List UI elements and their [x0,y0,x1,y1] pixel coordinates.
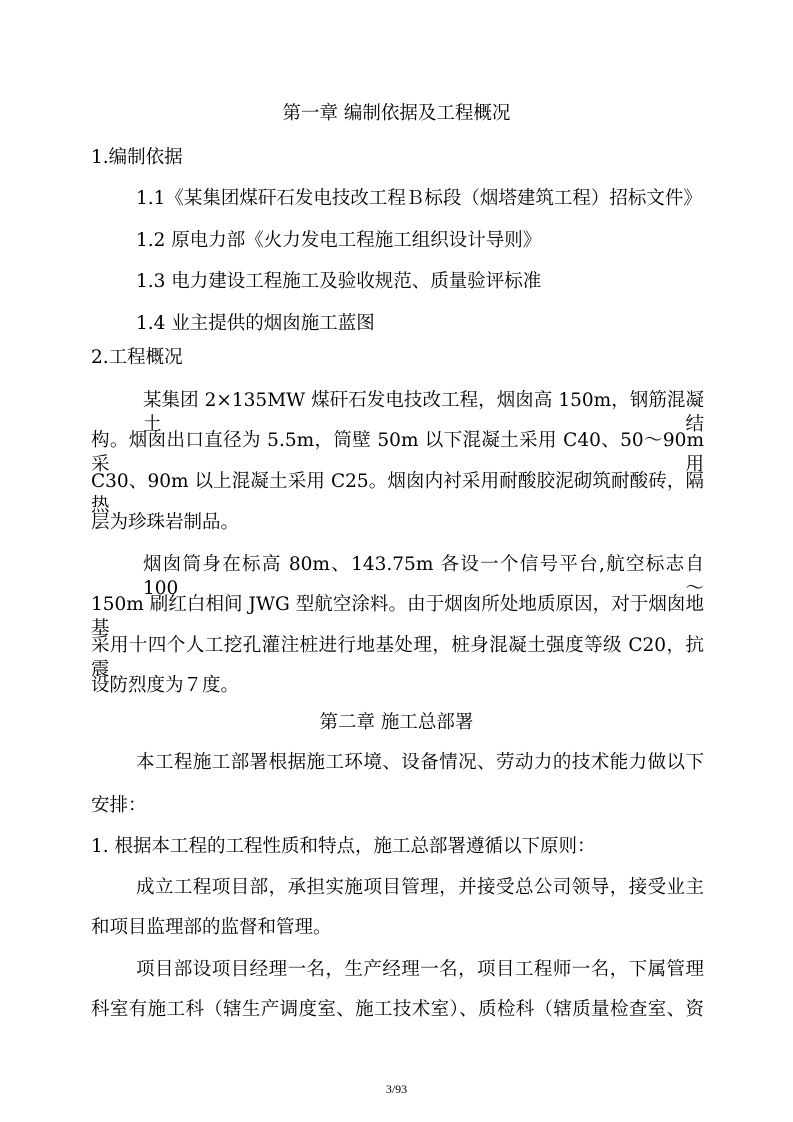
paragraph-line: 安排： [91,795,147,816]
chapter-1-title: 第一章 编制依据及工程概况 [282,103,511,124]
paragraph-line: C30、90m 以上混凝土采用 C25。烟囱内衬采用耐酸胶泥砌筑耐酸砖，隔热 [91,471,704,516]
paragraph-line: 设防烈度为７度。 [91,675,240,696]
paragraph-line: 科室有施工科（辖生产调度室、施工技术室）、质检科（辖质量检查室、资 [91,999,704,1020]
paragraph-line: 150m 刷红白相间 JWG 型航空涂料。由于烟囱所处地质原因，对于烟囱地基 [91,594,704,639]
reference-item: 1.2 原电力部《火力发电工程施工组织设计导则》 [136,230,542,251]
page-number: 3/93 [385,1082,408,1096]
principle-item-1: 1. 根据本工程的工程性质和特点，施工总部署遵循以下原则： [91,836,596,857]
paragraph-line: 和项目监理部的监督和管理。 [91,917,332,938]
paragraph-line: 构。烟囱出口直径为 5.5m，筒壁 50m 以下混凝土采用 C40、50～90m 采用 [91,430,704,475]
paragraph-line: 项目部设项目经理一名，生产经理一名，项目工程师一名，下属管理 [136,959,704,980]
paragraph-line: 成立工程项目部，承担实施项目管理，并接受总公司领导，接受业主 [136,877,704,898]
reference-item: 1.3 电力建设工程施工及验收规范、质量验评标准 [136,271,542,292]
reference-item: 1.1《某集团煤矸石发电技改工程Ｂ标段（烟塔建筑工程）招标文件》 [136,188,702,209]
reference-item: 1.4 业主提供的烟囱施工蓝图 [136,313,375,334]
paragraph-line: 某集团 2×135MW 煤矸石发电技改工程，烟囱高 150m，钢筋混凝土结 [143,390,704,435]
paragraph-line: 本工程施工部署根据施工环境、设备情况、劳动力的技术能力做以下 [136,752,704,773]
section-2-heading: 2.工程概况 [91,347,183,368]
paragraph-line: 烟囱筒身在标高 80m、143.75m 各设一个信号平台,航空标志自 100～ [143,554,704,599]
paragraph-line: 采用十四个人工挖孔灌注桩进行地基处理，桩身混凝土强度等级 C20，抗震 [91,635,704,680]
section-1-heading: 1.编制依据 [91,147,183,168]
chapter-2-title: 第二章 施工总部署 [319,712,474,733]
paragraph-line: 层为珍珠岩制品。 [91,512,240,533]
